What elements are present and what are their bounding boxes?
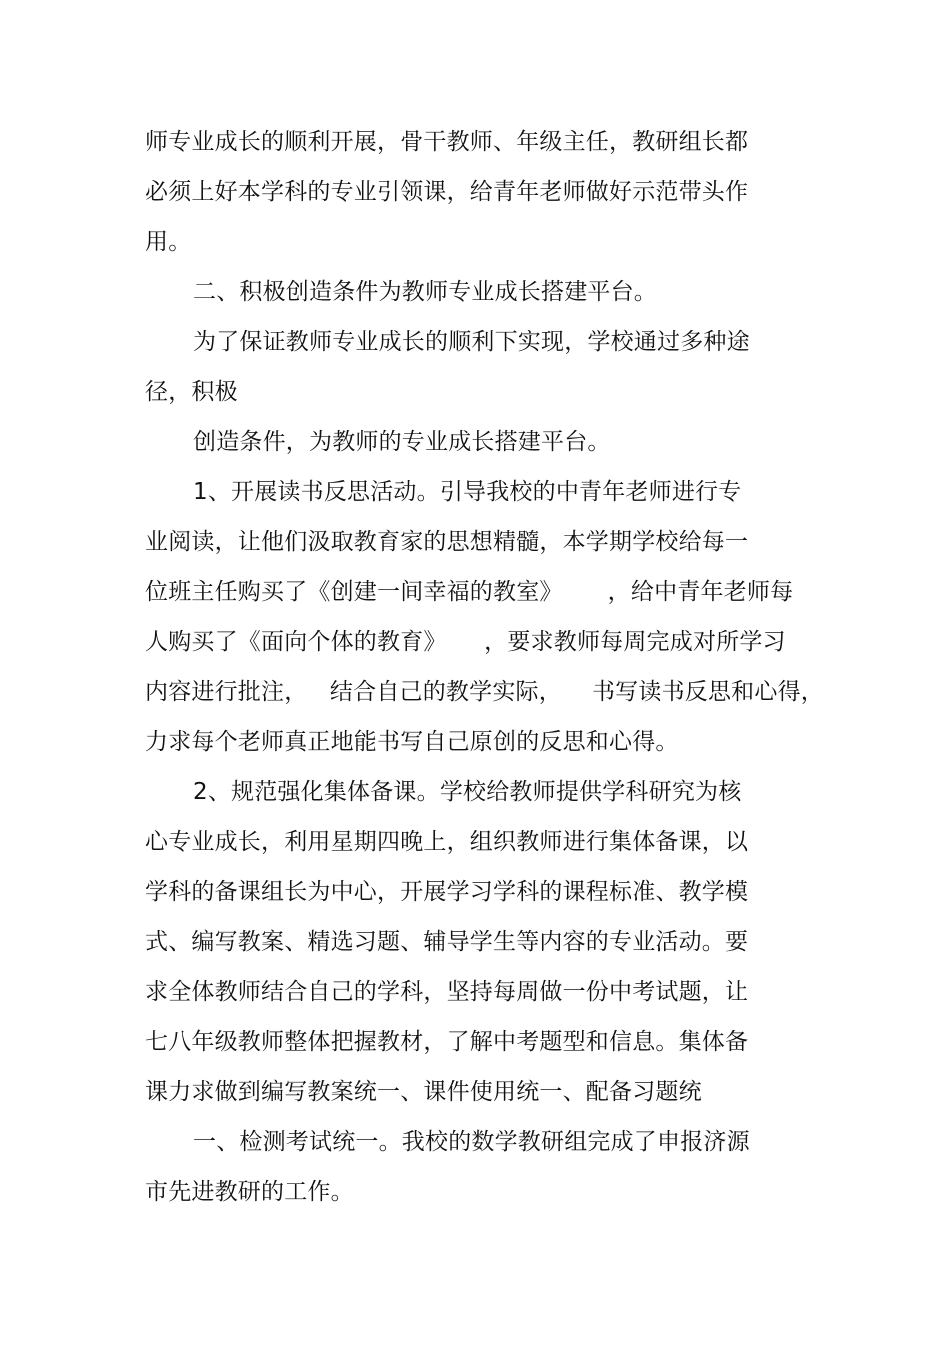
text-line: 创造条件，为教师的专业成长搭建平台。 <box>193 429 611 455</box>
text-line: 径，积极 <box>145 379 238 405</box>
text-line: 一、检测考试统一。我校的数学教研组完成了申报济源 <box>193 1129 750 1155</box>
text-line: 必须上好本学科的专业引领课，给青年老师做好示范带头作 <box>145 179 749 205</box>
text-line: 心专业成长，利用星期四晚上，组织教师进行集体备课，以 <box>145 829 749 855</box>
text-line: 1、开展读书反思活动。引导我校的中青年老师进行专 <box>193 479 742 505</box>
text-line: 学科的备课组长为中心，开展学习学科的课程标准、教学模 <box>145 879 749 905</box>
text-line: 师专业成长的顺利开展，骨干教师、年级主任，教研组长都 <box>145 129 749 155</box>
text-line: 为了保证教师专业成长的顺利下实现，学校通过多种途 <box>193 329 750 355</box>
text-line: 业阅读，让他们汲取教育家的思想精髓，本学期学校给每一 <box>145 529 749 555</box>
text-line: 2、规范强化集体备课。学校给教师提供学科研究为核 <box>193 779 742 805</box>
text-line: 人购买了《面向个体的教育》 ，要求教师每周完成对所学习 <box>145 629 786 655</box>
text-line: 用。 <box>145 229 192 255</box>
text-line: 市先进教研的工作。 <box>145 1179 354 1205</box>
text-line: 七八年级教师整体把握教材，了解中考题型和信息。集体备 <box>145 1029 749 1055</box>
text-line: 式、编写教案、精选习题、辅导学生等内容的专业活动。要 <box>145 929 749 955</box>
text-line: 求全体教师结合自己的学科，坚持每周做一份中考试题，让 <box>145 979 749 1005</box>
section-heading: 二、积极创造条件为教师专业成长搭建平台。 <box>193 279 657 305</box>
text-line: 内容进行批注， 结合自己的教学实际， 书写读书反思和心得， <box>145 679 824 705</box>
text-line: 力求每个老师真正地能书写自己原创的反思和心得。 <box>145 729 679 755</box>
text-line: 位班主任购买了《创建一间幸福的教室》 ，给中青年老师每 <box>145 579 794 605</box>
text-line: 课力求做到编写教案统一、课件使用统一、配备习题统 <box>145 1079 702 1105</box>
